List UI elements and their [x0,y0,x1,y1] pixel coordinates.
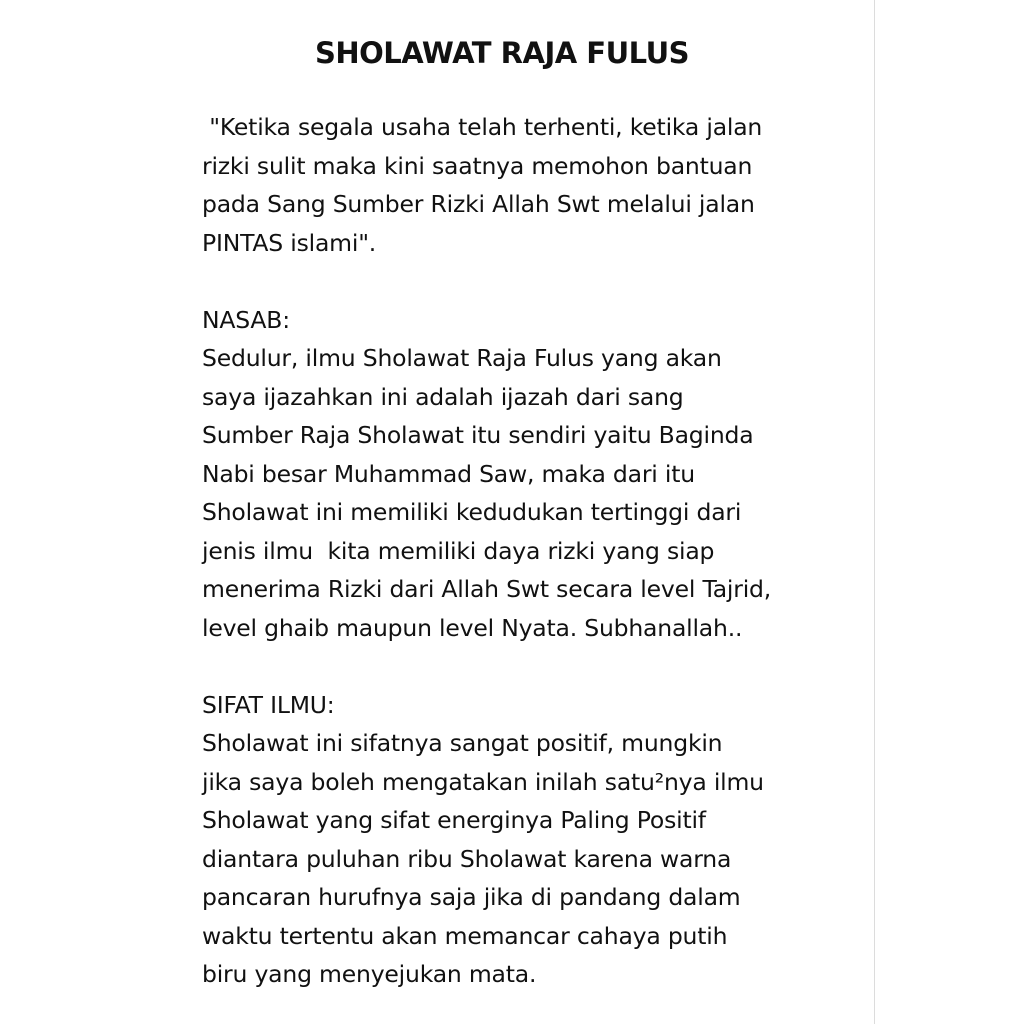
sifat-ilmu-line: Sholawat ini sifatnya sangat positif, mungkin [202,729,723,757]
nasab-heading: NASAB: [202,305,290,334]
intro-line: rizki sulit maka kini saatnya memohon bantuan [202,151,753,180]
nasab-line: menerima Rizki dari Allah Swt secara level Tajrid, [202,575,772,603]
intro-quote [202,108,862,262]
document-body [202,108,862,994]
intro-line: "Ketika segala usaha telah terhenti, ketika jalan [202,113,763,141]
nasab-line: Sedulur, ilmu Sholawat Raja Fulus yang akan [202,344,722,372]
nasab-line: Sumber Raja Sholawat itu sendiri yaitu Baginda [202,421,754,449]
sifat-ilmu-line: waktu tertentu akan memancar cahaya putih [202,921,728,950]
nasab-line: saya ijazahkan ini adalah ijazah dari sang [202,382,684,411]
intro-line: pada Sang Sumber Rizki Allah Swt melalui jalan [202,190,755,218]
nasab-line: Sholawat ini memiliki kedudukan tertinggi dari [202,498,742,526]
nasab-line: level ghaib maupun level Nyata. Subhanallah.. [202,613,743,642]
sifat-ilmu-line: Sholawat yang sifat energinya Paling Positif [202,806,706,834]
paragraph-gap [202,262,862,301]
sifat-ilmu-line: pancaran hurufnya saja jika di pandang dalam [202,883,741,911]
nasab-line: jenis ilmu kita memiliki daya rizki yang siap [202,536,715,565]
nasab-line: Nabi besar Muhammad Saw, maka dari itu [202,459,695,488]
right-margin [875,0,1024,1024]
sifat-ilmu-section [202,686,862,994]
sifat-ilmu-heading: SIFAT ILMU: [202,690,335,719]
intro-line: PINTAS islami". [202,228,377,257]
document-title: SHOLAWAT RAJA FULUS [314,36,690,70]
sifat-ilmu-line: diantara puluhan ribu Sholawat karena warna [202,844,732,873]
sifat-ilmu-line: biru yang menyejukan mata. [202,960,537,988]
sifat-ilmu-line: jika saya boleh mengatakan inilah satu²nya ilmu [202,767,764,796]
nasab-section [202,301,862,648]
paragraph-gap [202,647,862,686]
